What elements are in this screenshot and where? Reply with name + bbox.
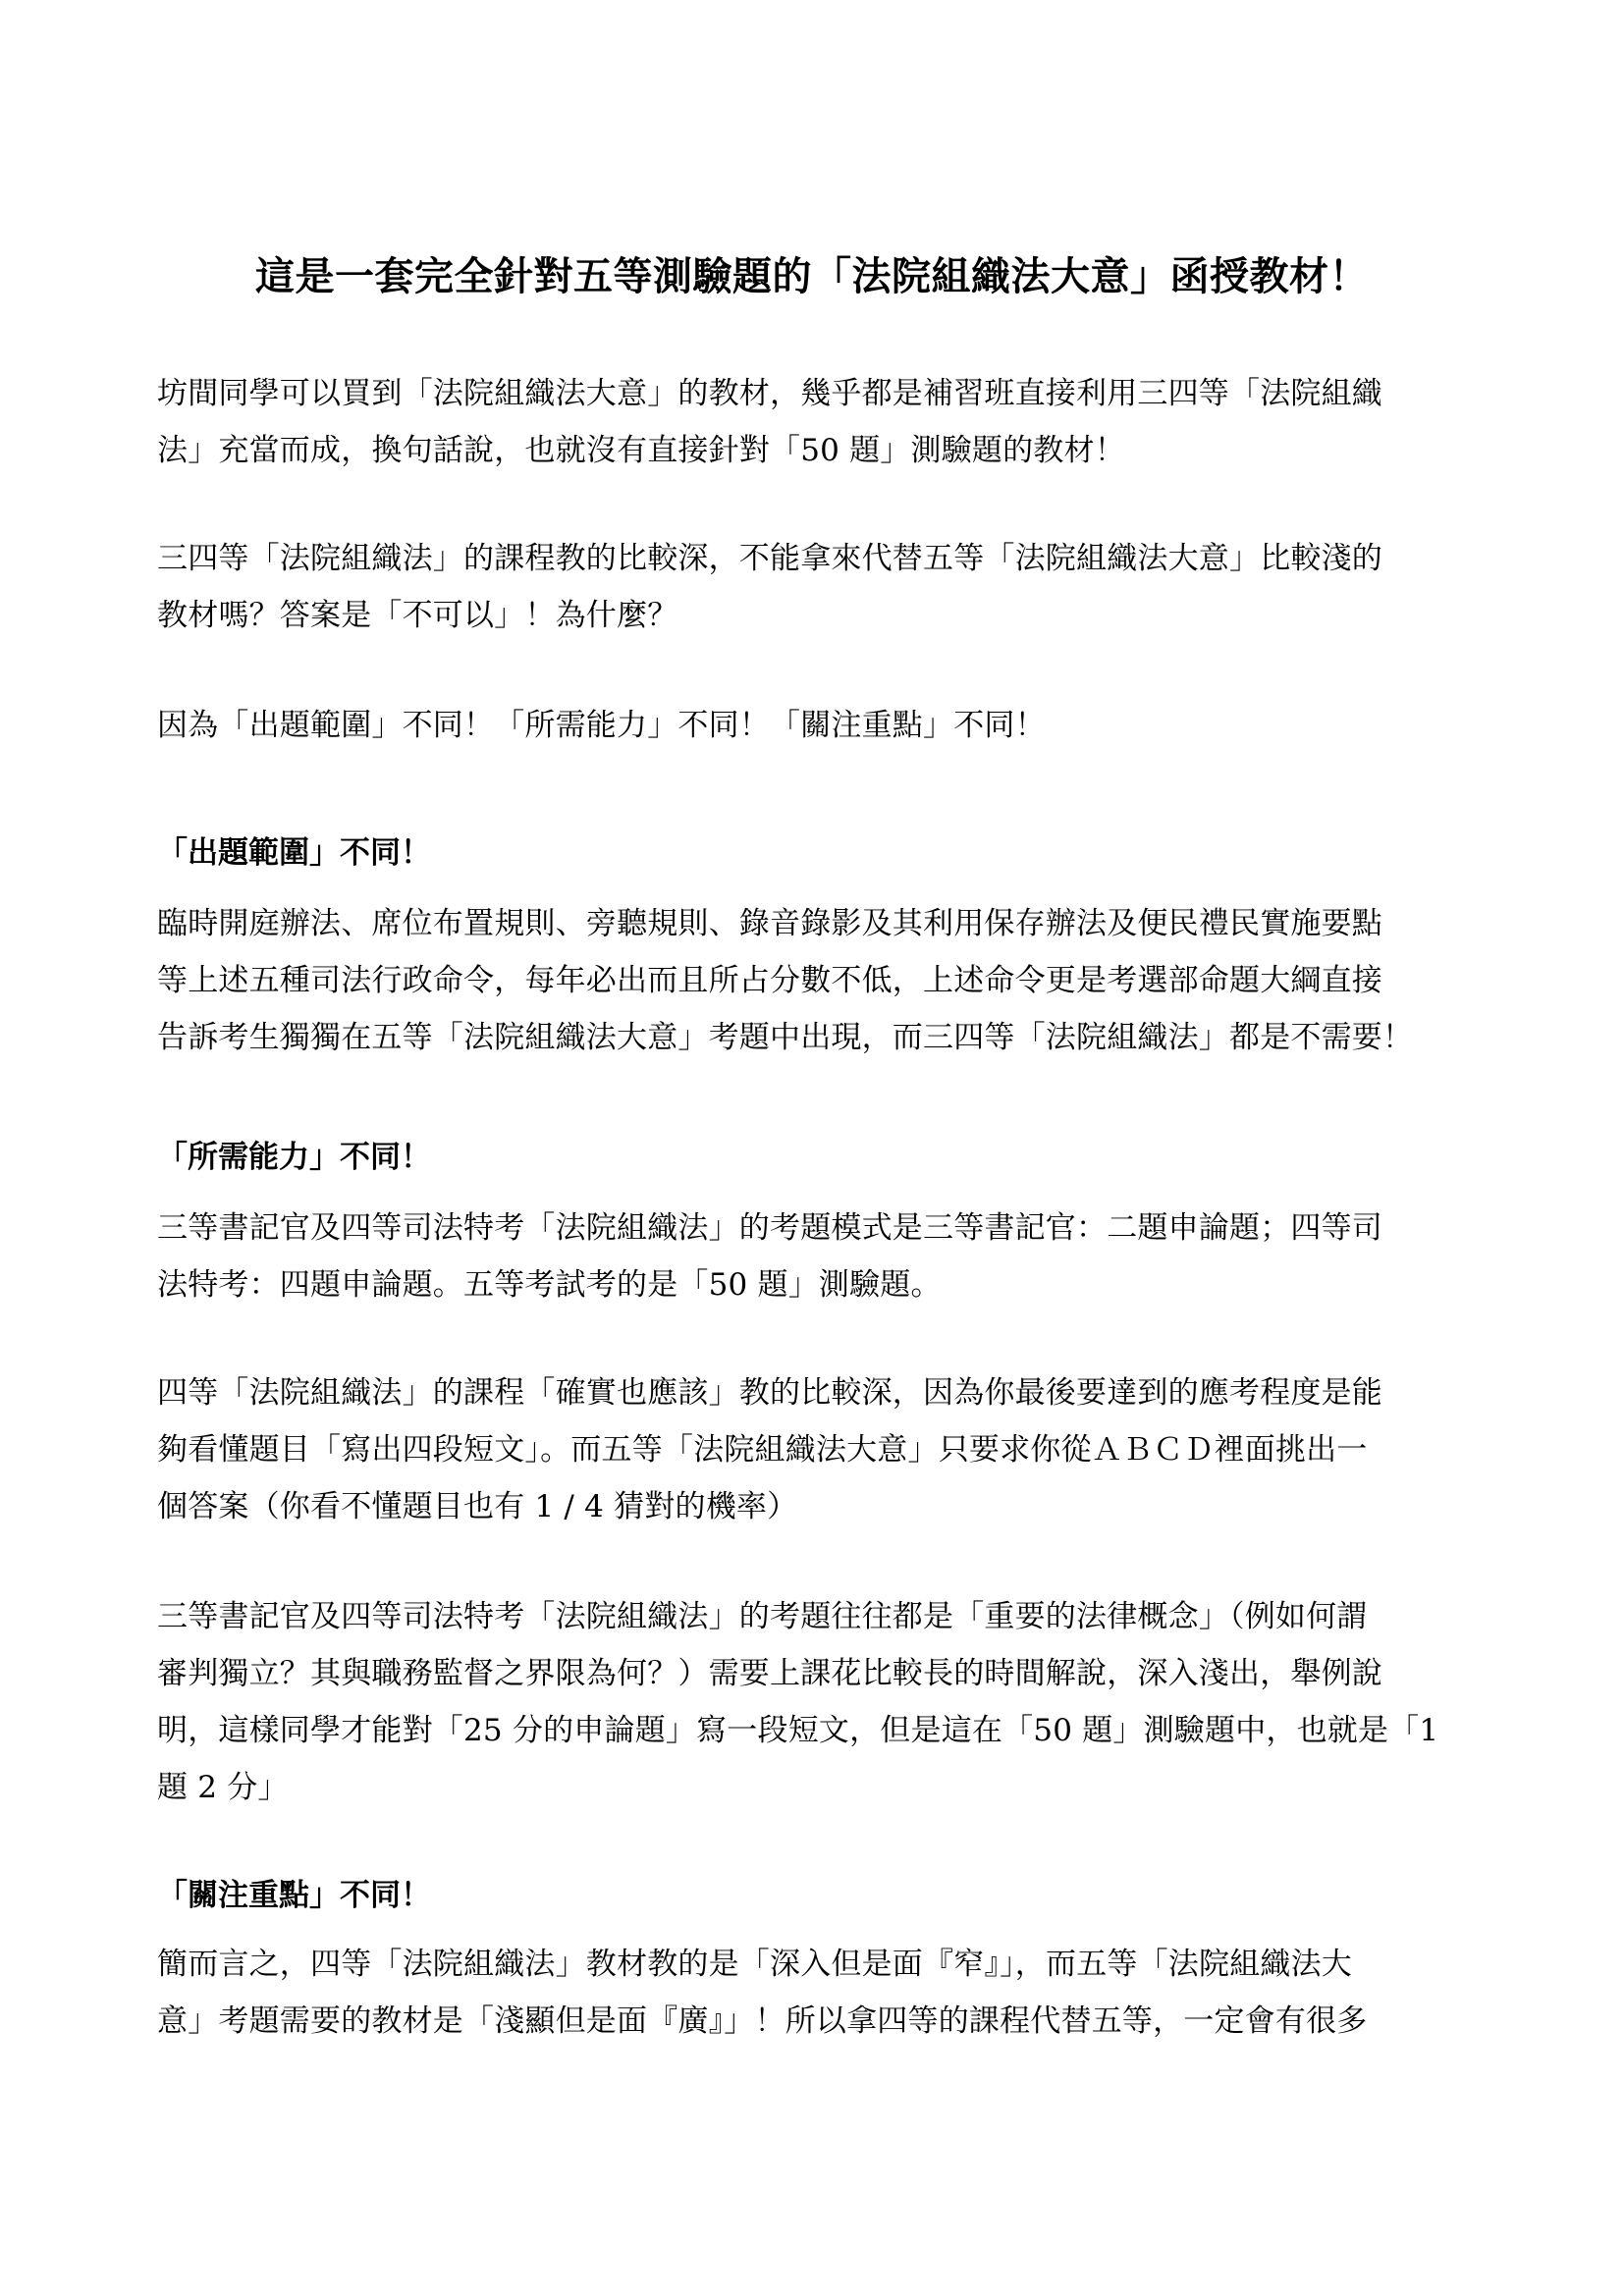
paragraph-ability-format: 三等書記官及四等司法特考「法院組織法」的考題模式是三等書記官：二題申論題；四等司 法特考：四題申論題。五等考試考的是「50 題」測驗題。 — [157, 1210, 1382, 1303]
section-heading-ability: 「所需能力」不同！ — [157, 1140, 431, 1175]
document-title: 這是一套完全針對五等測驗題的「法院組織法大意」函授教材！ — [255, 253, 1369, 299]
paragraph-question: 三四等「法院組織法」的課程教的比較深，不能拿來代替五等「法院組織法大意」比較淺的 教材嗎？答案是「不可以」！為什麼？ — [157, 541, 1382, 633]
paragraph-ability-depth: 四等「法院組織法」的課程「確實也應該」教的比較深，因為你最後要達到的應考程度是能 夠看懂題目「寫出四段短文」。而五等「法院組織法大意」只要求你從ＡＢＣＤ裡面挑出一 個答案（你看不懂題目也有 1 / 4 猜對的機率） — [157, 1375, 1382, 1524]
section-heading-focus: 「關注重點」不同！ — [157, 1878, 431, 1913]
paragraph-ability-concepts: 三等書記官及四等司法特考「法院組織法」的考題往往都是「重要的法律概念」（例如何謂 審判獨立？其與職務監督之界限為何？）需要上課花比較長的時間解說，深入淺出，舉例說 明，這樣同學才能對「25 分的申論題」寫一段短文，但是這在「50 題」測驗題中，也就是「1 題 2 分」 — [157, 1599, 1439, 1805]
paragraph-reasons: 因為「出題範圍」不同！「所需能力」不同！「關注重點」不同！ — [157, 708, 1046, 743]
section-heading-scope: 「出題範圍」不同！ — [157, 835, 431, 871]
paragraph-focus: 簡而言之，四等「法院組織法」教材教的是「深入但是面『窄』」，而五等「法院組織法大 意」考題需要的教材是「淺顯但是面『廣』」！所以拿四等的課程代替五等，一定會有很多 — [157, 1947, 1368, 2039]
paragraph-intro: 坊間同學可以買到「法院組織法大意」的教材，幾乎都是補習班直接利用三四等「法院組織 法」充當而成，換句話說，也就沒有直接針對「50 題」測驗題的教材！ — [157, 376, 1382, 468]
paragraph-scope: 臨時開庭辦法、席位布置規則、旁聽規則、錄音錄影及其利用保存辦法及便民禮民實施要點 等上述五種司法行政命令，每年必出而且所占分數不低，上述命令更是考選部命題大綱直接 告訴考生獨獨在五等「法院組織法大意」考題中出現，而三四等「法院組織法」都是不需要！ — [157, 906, 1414, 1055]
